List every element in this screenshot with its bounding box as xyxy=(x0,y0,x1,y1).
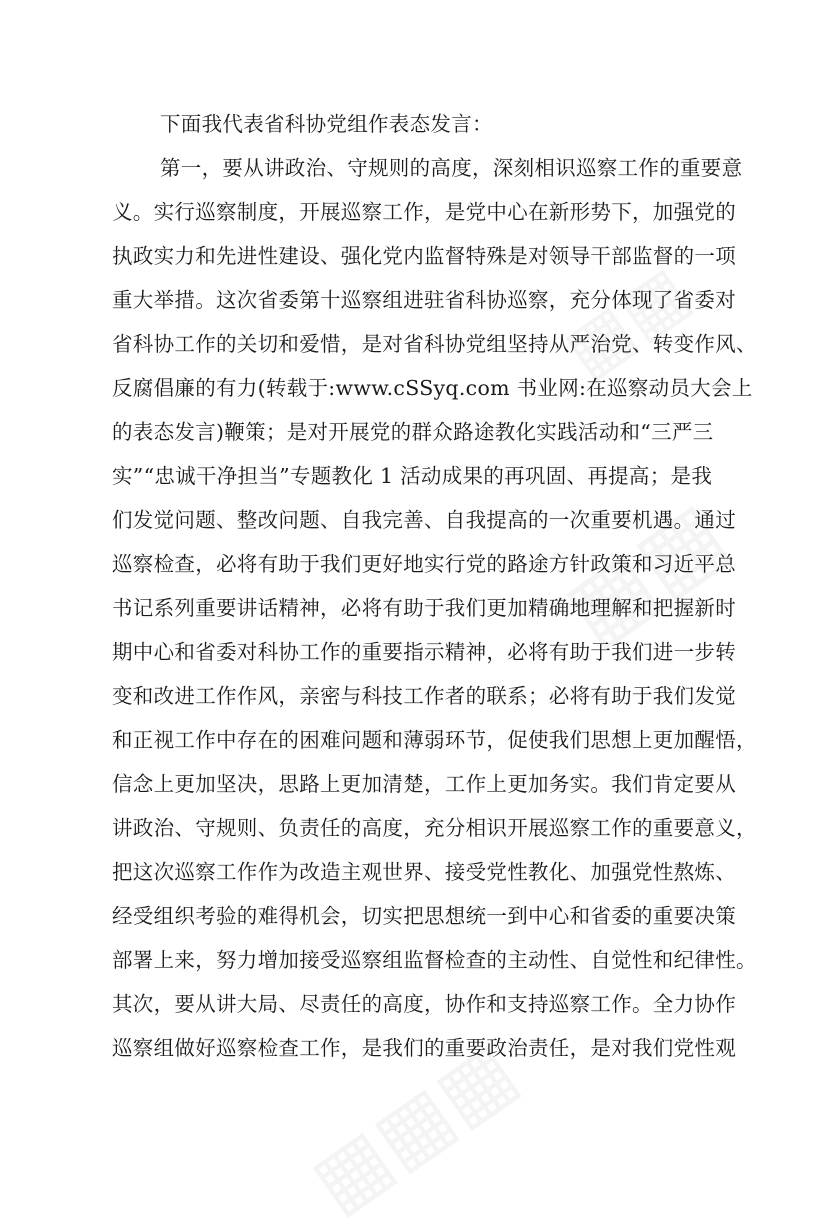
text-line: 期中心和省委对科协工作的重要指示精神，必将有助于我们进一步转 xyxy=(112,640,736,664)
text-line: 信念上更加坚决，思路上更加清楚，工作上更加务实。我们肯定要从 xyxy=(112,772,736,796)
text-line: 巡察组做好巡察检查工作，是我们的重要政治责任，是对我们党性观 xyxy=(112,1036,736,1060)
text-line: 其次，要从讲大局、尽责任的高度，协作和支持巡察工作。全力协作 xyxy=(112,992,736,1016)
text-line: 们发觉问题、整改问题、自我完善、自我提高的一次重要机遇。通过 xyxy=(112,508,736,532)
text-line: 把这次巡察工作作为改造主观世界、接受党性教化、加强党性熬炼、 xyxy=(112,860,736,884)
text-line: 变和改进工作作风，亲密与科技工作者的联系；必将有助于我们发觉 xyxy=(112,684,736,708)
text-line: 执政实力和先进性建设、强化党内监督特殊是对领导干部监督的一项 xyxy=(112,244,736,268)
text-line: 和正视工作中存在的困难问题和薄弱环节，促使我们思想上更加醒悟， xyxy=(112,728,757,752)
text-line: 第一，要从讲政治、守规则的高度，深刻相识巡察工作的重要意 xyxy=(160,156,743,180)
text-line: 部署上来，努力增加接受巡察组监督检查的主动性、自觉性和纪律性。 xyxy=(112,948,757,972)
text-line: 重大举措。这次省委第十巡察组进驻省科协巡察，充分体现了省委对 xyxy=(112,288,736,312)
text-line: 省科协工作的关切和爱惜，是对省科协党组坚持从严治党、转变作风、 xyxy=(112,332,757,356)
text-line: 下面我代表省科协党组作表态发言： xyxy=(160,112,493,136)
text-line: 巡察检查，必将有助于我们更好地实行党的路途方针政策和习近平总 xyxy=(112,552,736,576)
text-line: 的表态发言)鞭策；是对开展党的群众路途教化实践活动和“三严三 xyxy=(112,420,714,444)
text-line: 反腐倡廉的有力(转载于:www.cSSyq.com 书业网:在巡察动员大会上 xyxy=(112,376,753,400)
text-line: 书记系列重要讲话精神，必将有助于我们更加精确地理解和把握新时 xyxy=(112,596,736,620)
watermark xyxy=(548,249,703,392)
text-line: 经受组织考验的难得机会，切实把思想统一到中心和省委的重要决策 xyxy=(112,904,736,928)
text-line: 实”“忠诚干净担当”专题教化 1 活动成果的再巩固、再提高；是我 xyxy=(112,464,713,488)
text-line: 义。实行巡察制度，开展巡察工作，是党中心在新形势下，加强党的 xyxy=(112,200,736,224)
text-line: 讲政治、守规则、负责任的高度，充分相识开展巡察工作的重要意义， xyxy=(112,816,757,840)
